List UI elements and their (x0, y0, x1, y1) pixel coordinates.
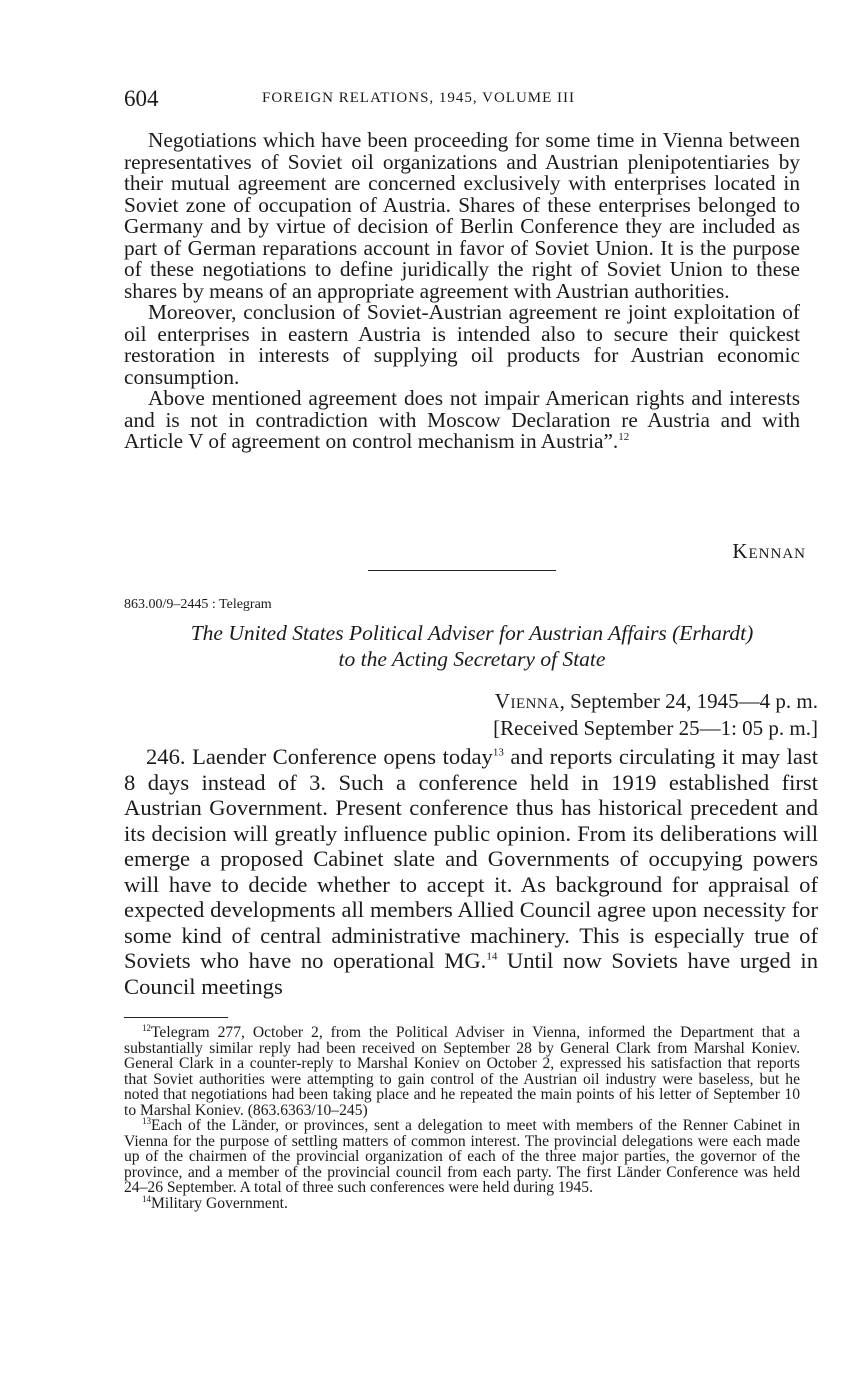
footnote-ref: 13 (492, 746, 504, 759)
document-title (124, 620, 820, 672)
footnote-marker: 14 (142, 1193, 151, 1204)
body-paragraph (124, 744, 818, 999)
signature: Kennan (732, 539, 806, 563)
running-head: FOREIGN RELATIONS, 1945, VOLUME III (262, 90, 576, 106)
dateline-date: , September 24, 1945—4 p. m. (559, 689, 818, 713)
telegram-body (124, 744, 818, 999)
body-text-part: and reports circulating it may last 8 days instead of 3. Such a conference held in 1919 established first Austrian Government. Present conference thus has historical precedent and its decision will greatly influence public opinion. From its deliberations will emerge a proposed Cabinet slate and Governments of occupying powers will have to decide whether to accept it. As background for appraisal of expected developments all members Allied Council agree upon necessity for some kind of central administrative machinery. This is especially true of Soviets who have no operational MG. (124, 744, 818, 973)
dateline-sent (493, 688, 818, 715)
body-text-part: 246. Laender Conference opens today (146, 744, 493, 769)
footnote-rule (124, 1017, 228, 1018)
footnote-text: Military Government. (151, 1194, 288, 1212)
footnote-ref: 12 (618, 430, 630, 443)
footnote-ref: 14 (486, 950, 498, 963)
footnote-marker: 12 (142, 1022, 151, 1033)
body-text-part: Until now Soviets have urged in Council meetings (124, 948, 818, 999)
quote-paragraph: Negotiations which have been proceeding for some time in Vienna between representatives of Soviet oil organizations and Austrian plenipotentiaries by their mutual agreement are concerned exclusively with enterprises located in Soviet zone of occupation of Austria. Shares of these enterprises belonged to Germany and by virtue of decision of Berlin Conference they are included as part of German reparations account in favor of Soviet Union. It is the purpose of these negotiations to define juridically the right of Soviet Union to these shares by means of an appropriate agreement with Austrian authorities. (124, 128, 800, 303)
footnote-text: Telegram 277, October 2, from the Political Adviser in Vienna, informed the Department that a substantially similar reply had been received on September 28 by General Clark from Marshal Koniev. General Clark in a counter-reply to Marshal Koniev on October 2, expressed his satisfaction that reports that Soviet authorities were attempting to gain control of the Austrian oil industry were baseless, but he noted that negotiations had been taking place and he repeated the main points of his letter of September 10 to Marshal Koniev. (863.6363/10–245) (124, 1024, 800, 1119)
quote-paragraph: Moreover, conclusion of Soviet-Austrian agreement re joint exploitation of oil enterprises in eastern Austria is intended also to secure their quickest restoration in interests of supplying oil products for Austrian economic consumption. (124, 300, 800, 389)
footnote (124, 1022, 800, 1119)
quote-paragraph (124, 388, 800, 453)
dateline (493, 688, 818, 742)
quoted-telegram-text (124, 130, 800, 453)
footnote (124, 1115, 800, 1196)
title-line: The United States Political Adviser for Austrian Affairs (Erhardt) (190, 621, 754, 645)
dateline-received: [Received September 25—1: 05 p. m.] (493, 716, 818, 740)
section-divider (368, 570, 556, 571)
footnote-text: Each of the Länder, or provinces, sent a delegation to meet with members of the Renner Cabinet in Vienna for the purpose of settling matters of common interest. The provincial delegations were each made up of the chairmen of the provincial organization of each of the three major parties, the governor of the province, and a member of the provincial council from each party. The first Länder Conference was held 24–26 September. A total of three such conferences were held during 1945. (124, 1117, 800, 1196)
footnote (124, 1193, 800, 1212)
footnote-marker: 13 (142, 1115, 151, 1126)
dateline-place: Vienna (494, 689, 560, 713)
quote-paragraph-text: Above mentioned agreement does not impair American rights and interests and is not in contradiction with Moscow Declaration re Austria and with Article V of agreement on control mechanism in Austria”. (124, 386, 800, 453)
page-header (124, 86, 804, 112)
footnotes (124, 1022, 800, 1212)
title-line: to the Acting Secretary of State (338, 647, 606, 671)
page-number: 604 (124, 86, 159, 111)
file-number: 863.00/9–2445 : Telegram (124, 597, 272, 612)
